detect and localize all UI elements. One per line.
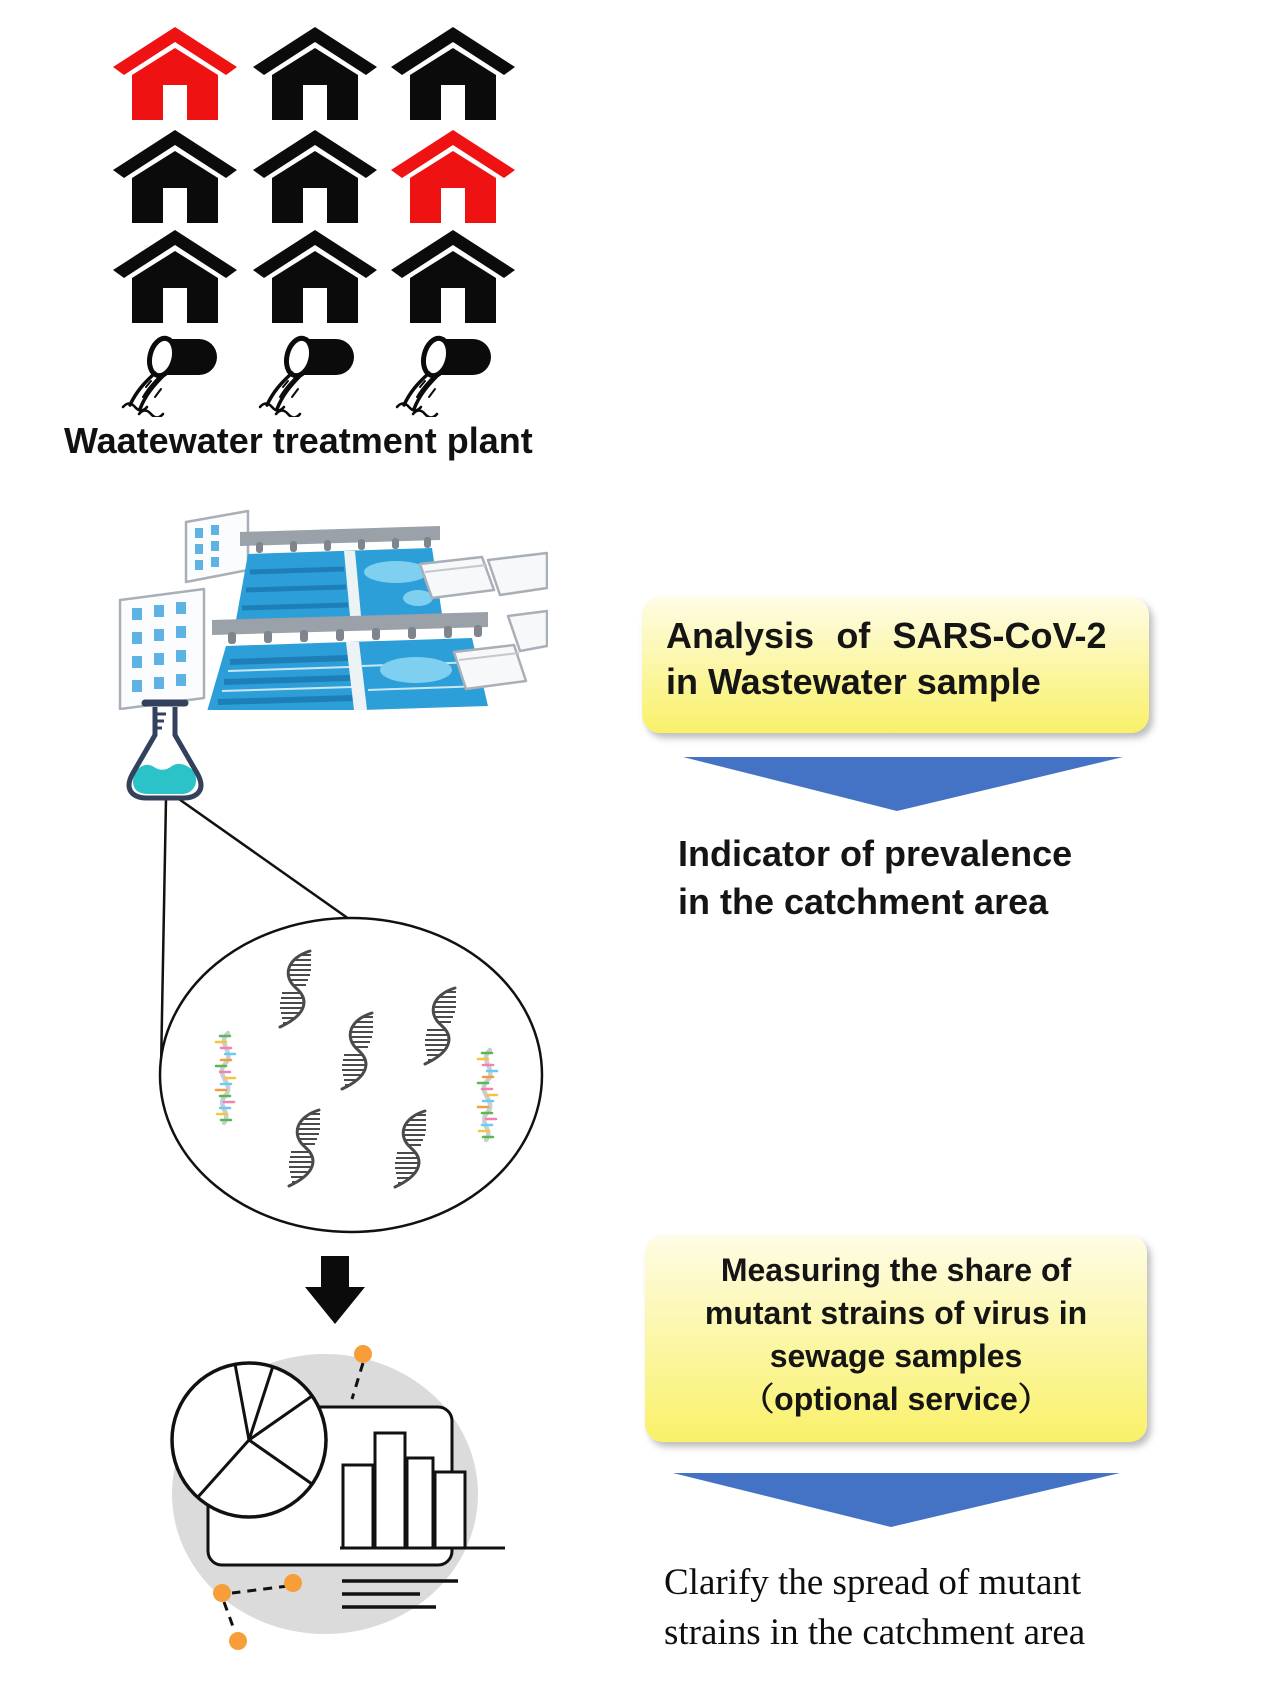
analysis-step-box <box>642 597 1149 733</box>
indicator-text <box>678 830 1072 926</box>
house-icon-black <box>253 230 377 323</box>
house-icon-black <box>391 27 515 120</box>
blue-chevron-arrow <box>683 756 1123 812</box>
result-line2: strains in the catchment area <box>664 1612 1086 1653</box>
treatment-plant-illustration <box>98 470 548 710</box>
sewage-pipe-icon <box>123 336 217 417</box>
house-icon-red <box>113 27 237 120</box>
mutant-step-line3: sewage samples <box>769 1338 1023 1374</box>
pie-chart-icon <box>172 1363 326 1517</box>
mutant-step-line1: Measuring the share of <box>720 1252 1072 1288</box>
magnifier-line <box>176 797 349 919</box>
walkway-back <box>240 526 440 546</box>
analysis-chart-illustration <box>160 1335 505 1660</box>
mutant-step-line4: （optional service） <box>742 1381 1050 1417</box>
analysis-step-line1: Analysis of SARS-CoV-2 <box>666 615 1107 656</box>
house-icon-red <box>391 130 515 223</box>
result-text <box>664 1558 1085 1658</box>
sewage-pipe-icon <box>397 336 491 417</box>
down-arrow-icon <box>305 1256 365 1324</box>
house-icon-black <box>113 130 237 223</box>
indicator-line2: in the catchment area <box>678 881 1049 922</box>
magnifier-line <box>161 799 166 1069</box>
mutant-step-line2: mutant strains of virus in <box>704 1295 1088 1331</box>
indicator-line1: Indicator of prevalence <box>678 833 1073 874</box>
blue-chevron-arrow <box>673 1472 1120 1528</box>
house-icon-black <box>391 230 515 323</box>
houses-grid <box>95 10 535 325</box>
mutant-step-box <box>645 1235 1147 1442</box>
house-icon-black <box>253 130 377 223</box>
flask-icon <box>129 703 201 798</box>
result-line1: Clarify the spread of mutant <box>664 1562 1082 1603</box>
section-title: Waatewater treatment plant <box>64 420 533 461</box>
house-icon-black <box>253 27 377 120</box>
analysis-step-line2: in Wastewater sample <box>666 661 1041 702</box>
house-icon-black <box>113 230 237 323</box>
sample-analysis-illustration <box>100 695 570 1330</box>
sewage-pipes-row <box>95 313 535 417</box>
sewage-pipe-icon <box>260 336 354 417</box>
